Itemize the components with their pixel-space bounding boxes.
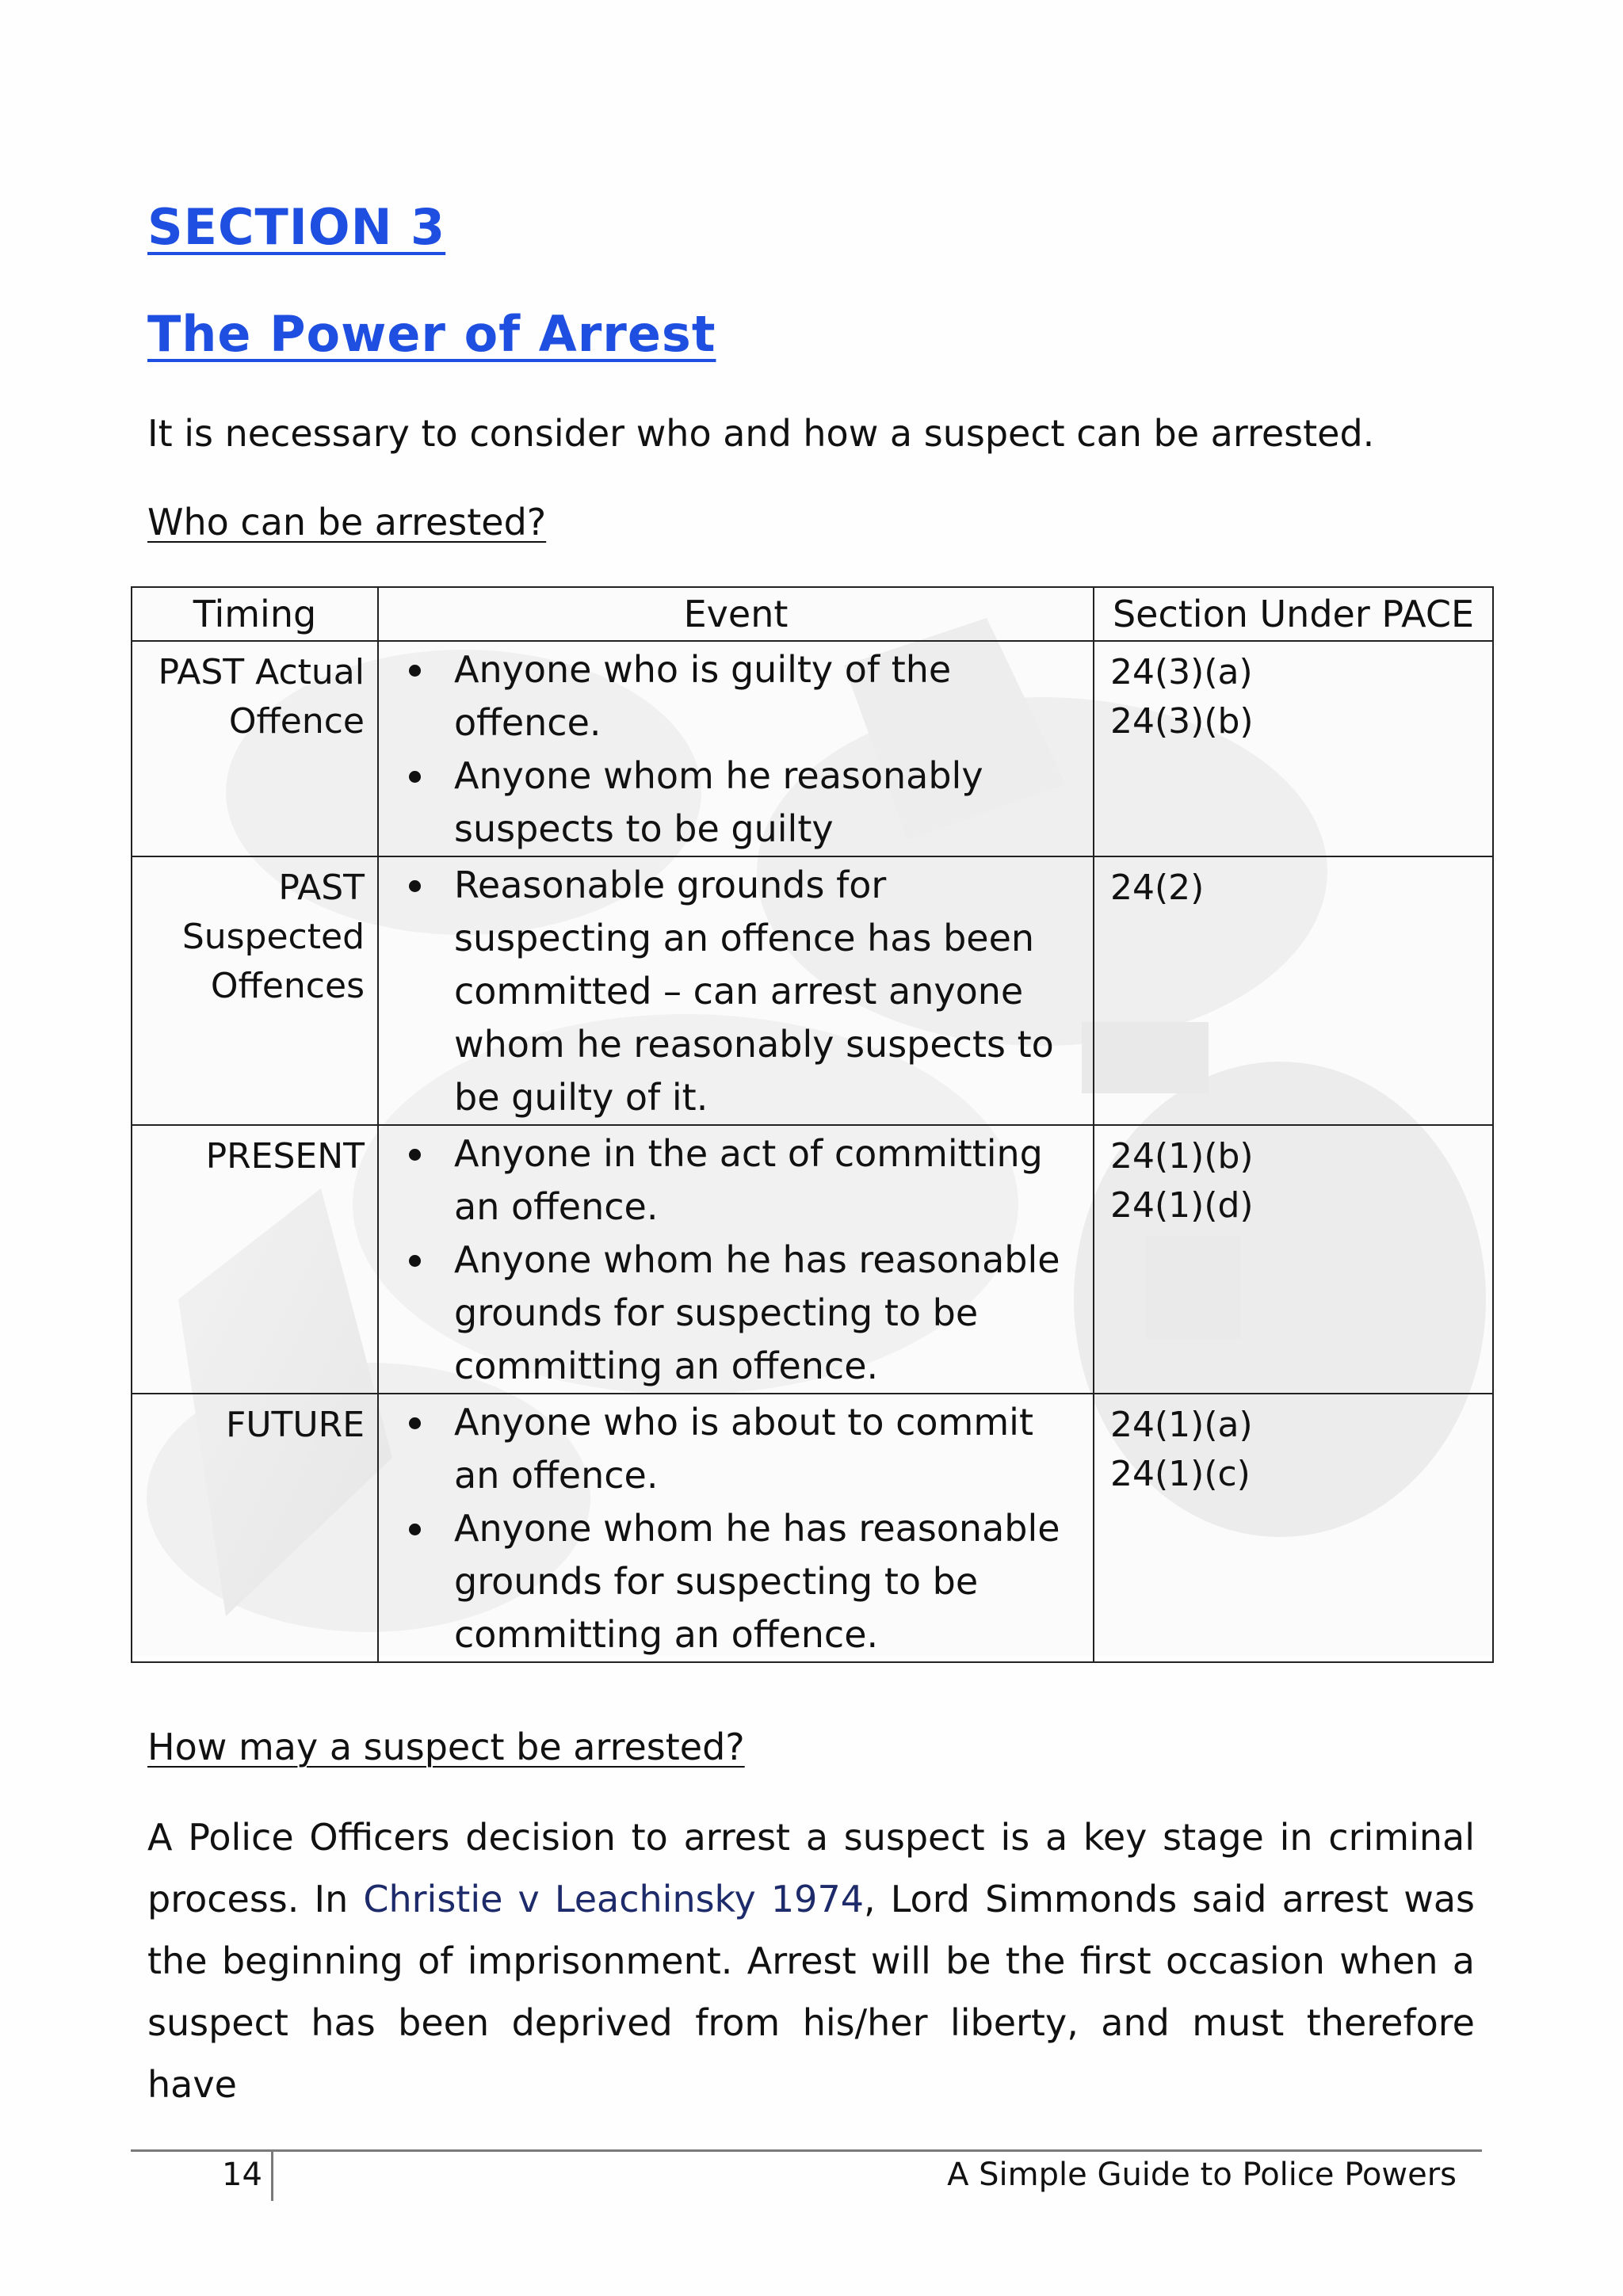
timing-text: Suspected	[181, 917, 365, 957]
timing-text: Offences	[210, 966, 365, 1006]
event-item: Anyone whom he reasonably suspects to be guilty	[403, 749, 1085, 856]
event-list	[403, 859, 1085, 1124]
timing-cell	[132, 641, 378, 856]
timing-text: FUTURE	[226, 1405, 365, 1445]
event-list	[403, 1127, 1085, 1393]
intro-text: It is necessary to consider who and how a suspect can be arrested.	[147, 412, 1375, 455]
timing-cell	[132, 856, 378, 1125]
page-title: The Power of Arrest	[147, 305, 716, 363]
event-item: Anyone who is about to commit an offence.	[403, 1396, 1085, 1502]
event-cell	[378, 856, 1094, 1125]
arrest-table-container	[131, 586, 1492, 1656]
timing-text: Offence	[228, 701, 365, 742]
footer-rule	[131, 2149, 1482, 2152]
event-item: Reasonable grounds for suspecting an offence has been committed – can arrest anyone whom he reasonably suspects to be guilty of it.	[403, 859, 1085, 1124]
section-ref: 24(1)(d)	[1110, 1185, 1254, 1226]
case-citation: Christie v Leachinsky 1974	[363, 1878, 864, 1920]
event-cell	[378, 1394, 1094, 1662]
section-cell	[1094, 641, 1493, 856]
arrest-table	[131, 586, 1494, 1663]
footer-title: A Simple Guide to Police Powers	[947, 2157, 1457, 2193]
header-timing: Timing	[132, 587, 378, 641]
timing-text: PAST Actual	[158, 652, 365, 692]
timing-text: PRESENT	[205, 1136, 365, 1177]
section-heading: SECTION 3	[147, 198, 446, 256]
page-number: 14	[222, 2157, 262, 2193]
event-item: Anyone in the act of committing an offence.	[403, 1127, 1085, 1234]
paragraph-text: , Lord Simmonds said arrest was the beginning of imprisonment. Arrest will be the first occasion when a suspect has been deprived from his/her liberty, and must therefore have	[147, 1878, 1475, 2106]
event-list	[403, 1396, 1085, 1661]
event-list	[403, 643, 1085, 856]
footer-divider	[271, 2152, 273, 2201]
timing-text: PAST	[278, 868, 365, 908]
section-cell	[1094, 1125, 1493, 1394]
event-cell	[378, 1125, 1094, 1394]
section-ref: 24(2)	[1110, 868, 1205, 908]
event-item: Anyone who is guilty of the offence.	[403, 643, 1085, 749]
paragraph-text: A Police Officers decision to arrest a suspect is a key stage in criminal process. In	[147, 1816, 1475, 1920]
event-cell	[378, 641, 1094, 856]
section-cell	[1094, 856, 1493, 1125]
section-ref: 24(1)(b)	[1110, 1136, 1254, 1177]
section-ref: 24(3)(b)	[1110, 701, 1254, 742]
section-ref: 24(3)(a)	[1110, 652, 1253, 692]
table-row	[132, 856, 1493, 1125]
event-item: Anyone whom he has reasonable grounds for suspecting to be committing an offence.	[403, 1234, 1085, 1393]
section-ref: 24(1)(a)	[1110, 1405, 1253, 1445]
timing-cell	[132, 1125, 378, 1394]
section-cell	[1094, 1394, 1493, 1662]
table-header-row	[132, 587, 1493, 641]
who-subheading: Who can be arrested?	[147, 501, 547, 543]
table-row	[132, 1394, 1493, 1662]
section-ref: 24(1)(c)	[1110, 1454, 1251, 1494]
table-row	[132, 1125, 1493, 1394]
event-item: Anyone whom he has reasonable grounds for suspecting to be committing an offence.	[403, 1502, 1085, 1661]
header-event: Event	[378, 587, 1094, 641]
header-section: Section Under PACE	[1094, 587, 1493, 641]
how-subheading: How may a suspect be arrested?	[147, 1726, 745, 1768]
table-row	[132, 641, 1493, 856]
timing-cell	[132, 1394, 378, 1662]
body-paragraph	[147, 1806, 1475, 2115]
